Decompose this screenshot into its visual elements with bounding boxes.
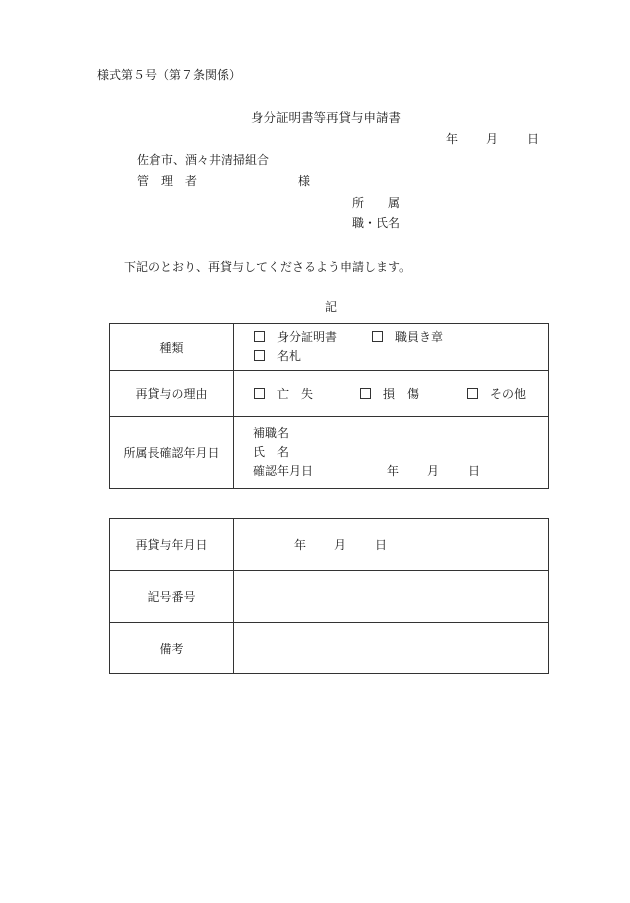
- type-option-name-tag[interactable]: [254, 347, 301, 366]
- ki-heading: 記: [325, 300, 338, 314]
- relend-date-row: [110, 519, 549, 571]
- checkbox-name-tag[interactable]: [254, 350, 265, 361]
- relend-date-cell: [234, 519, 549, 571]
- relend-date-label: 再貸与年月日: [110, 519, 234, 571]
- type-option-label: 身分証明書: [277, 330, 338, 344]
- confirm-date-label: 確認年月日: [253, 464, 314, 478]
- symbol-number-label: 記号番号: [110, 571, 234, 623]
- confirm-label: 所属長確認年月日: [110, 417, 234, 489]
- relend-table: [109, 518, 549, 674]
- type-label: 種類: [110, 324, 234, 371]
- applicant-affiliation-label: 所 属: [352, 196, 401, 210]
- relend-day-label: 日: [375, 538, 388, 552]
- confirm-year-label: 年: [387, 464, 400, 478]
- checkbox-id-card[interactable]: [254, 331, 265, 342]
- confirm-row: [110, 417, 549, 489]
- reason-options-cell: [234, 371, 549, 417]
- checkbox-damaged[interactable]: [360, 388, 371, 399]
- checkbox-lost[interactable]: [254, 388, 265, 399]
- item-table: [109, 323, 549, 489]
- reason-label: 再貸与の理由: [110, 371, 234, 417]
- date-month-label: 月: [486, 132, 499, 146]
- confirm-date-line: [253, 462, 548, 481]
- checkbox-other[interactable]: [467, 388, 478, 399]
- type-options-cell: [234, 324, 549, 371]
- type-option-label: 名札: [277, 349, 302, 363]
- reason-option-lost[interactable]: [254, 385, 360, 402]
- relend-year-label: 年: [294, 538, 307, 552]
- reason-option-label: 損 傷: [383, 387, 420, 401]
- reason-option-other[interactable]: [467, 385, 526, 402]
- symbol-number-field[interactable]: [234, 571, 549, 623]
- type-option-badge[interactable]: [372, 328, 443, 347]
- reason-option-damaged[interactable]: [360, 385, 467, 402]
- checkbox-badge[interactable]: [372, 331, 383, 342]
- confirm-position: 補職名: [253, 426, 290, 440]
- reason-option-label: 亡 失: [277, 387, 314, 401]
- addressee-role: 管 理 者: [137, 174, 198, 188]
- confirm-day-label: 日: [468, 464, 481, 478]
- relend-month-label: 月: [334, 538, 347, 552]
- applicant-position-name-label: 職・氏名: [352, 216, 401, 230]
- remarks-row: [110, 623, 549, 674]
- type-option-label: 職員き章: [395, 330, 444, 344]
- remarks-field[interactable]: [234, 623, 549, 674]
- confirm-name: 氏 名: [253, 445, 290, 459]
- type-row: [110, 324, 549, 371]
- remarks-label: 備考: [110, 623, 234, 674]
- date-day-label: 日: [527, 132, 540, 146]
- reason-row: [110, 371, 549, 417]
- confirm-month-label: 月: [427, 464, 440, 478]
- document-title: 身分証明書等再貸与申請書: [251, 110, 402, 125]
- addressee-org: 佐倉市、酒々井清掃組合: [137, 153, 270, 167]
- form-number: 様式第５号（第７条関係）: [97, 68, 242, 82]
- type-option-id-card[interactable]: [254, 328, 372, 347]
- reason-option-label: その他: [490, 387, 527, 401]
- request-text: 下記のとおり、再貸与してくださるよう申請します。: [124, 260, 412, 274]
- date-year-label: 年: [446, 132, 459, 146]
- confirm-cell: [234, 417, 549, 489]
- symbol-number-row: [110, 571, 549, 623]
- addressee-honorific: 様: [298, 174, 311, 188]
